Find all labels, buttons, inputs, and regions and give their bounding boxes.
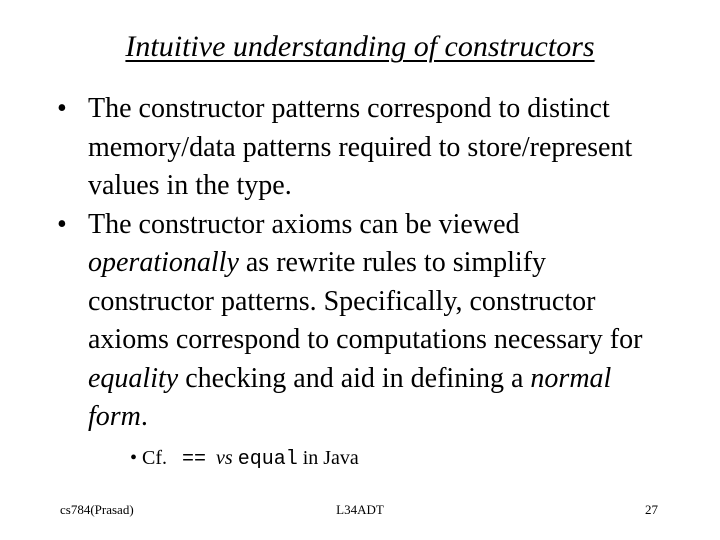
- sub-bullet-suffix: in Java: [302, 447, 359, 469]
- sub-bullet-icon: •: [130, 447, 138, 469]
- slide-title: Intuitive understanding of constructors: [125, 30, 595, 63]
- emphasis-operationally: operationally: [88, 247, 239, 278]
- emphasis-equality: equality: [88, 362, 179, 394]
- bullet-text: The constructor patterns correspond to distinct memory/data patterns required to store/represent values in the type.: [88, 93, 633, 201]
- emphasis-normal-form: normal form: [88, 362, 612, 432]
- bullet-icon: •: [57, 93, 67, 124]
- bullet-text: checking and aid in defining a: [178, 362, 531, 394]
- bullet-text: as rewrite rules to simplify constructor patterns. Specifically, constructor axioms correspond to computations necessary for: [88, 247, 643, 355]
- bullet-text: .: [140, 401, 148, 432]
- bullet-list: [57, 90, 677, 437]
- code-equal: equal: [237, 448, 298, 471]
- bullet-text: The constructor axioms can be viewed: [88, 208, 520, 240]
- bullet-icon: •: [57, 208, 67, 240]
- code-double-equals: ==: [182, 448, 207, 471]
- bullet-item: [57, 206, 677, 437]
- sub-bullet-prefix: Cf.: [142, 447, 168, 469]
- sub-bullet-vs: vs: [216, 447, 233, 469]
- footer-lecture: L34ADT: [336, 502, 384, 517]
- sub-bullet: [130, 447, 359, 471]
- bullet-item: [57, 90, 677, 206]
- footer-page-number: 27: [645, 502, 658, 517]
- footer-course: cs784(Prasad): [60, 502, 134, 517]
